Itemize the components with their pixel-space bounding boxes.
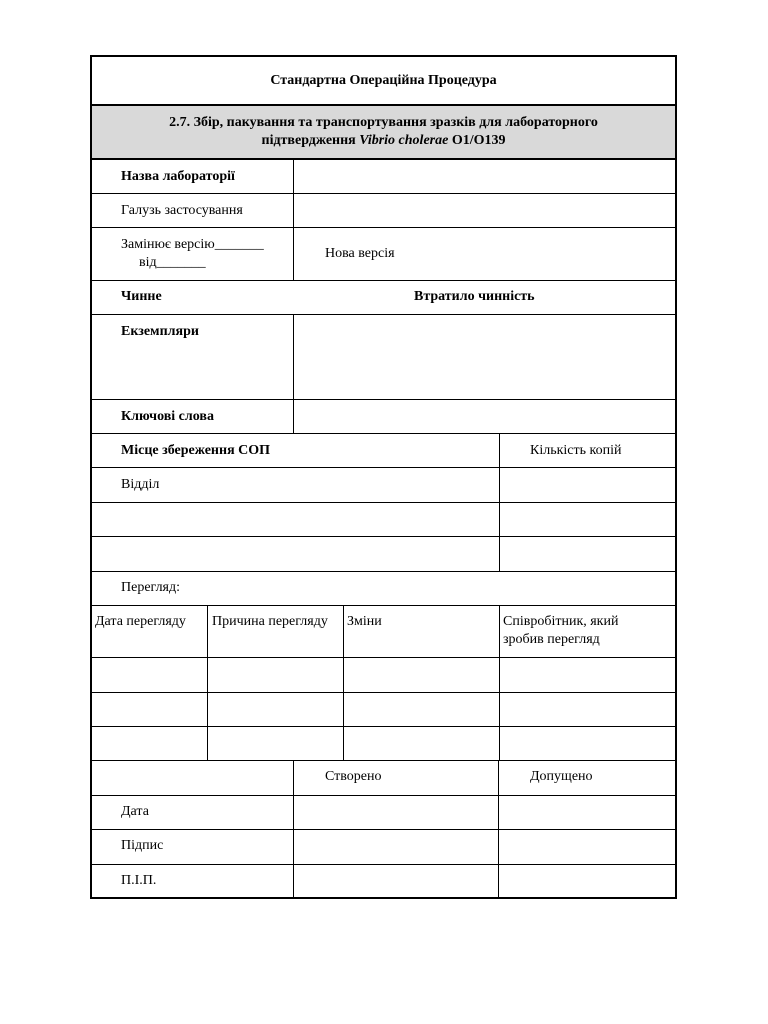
sop-form: [90, 55, 677, 899]
valid-label: Чинне: [121, 289, 162, 304]
divider: [92, 605, 675, 606]
review-changes-header: Зміни: [347, 614, 382, 629]
scope-field[interactable]: [294, 194, 675, 227]
lab-name-label: Назва лабораторії: [121, 169, 235, 184]
review-date-header: Дата перегляду: [95, 614, 186, 629]
lab-name-field[interactable]: [294, 159, 675, 193]
divider: [92, 795, 675, 796]
review-reason-header: Причина перегляду: [212, 614, 328, 629]
created-header: Створено: [325, 769, 382, 784]
organism-name: Vibrio cholerae: [359, 133, 449, 148]
keywords-label: Ключові слова: [121, 409, 214, 424]
review-employee-header-line2: зробив перегляд: [503, 632, 600, 647]
divider: [92, 502, 675, 503]
procedure-title-line1: 2.7. Збір, пакування та транспортування зразків для лабораторного: [169, 115, 598, 130]
procedure-title-suffix: O1/O139: [448, 133, 506, 148]
divider: [499, 605, 500, 760]
divider: [343, 605, 344, 760]
divider: [92, 692, 675, 693]
divider: [293, 760, 294, 899]
divider: [92, 657, 675, 658]
copies-count-label: Кількість копій: [530, 443, 622, 458]
new-version-label: Нова версія: [325, 246, 395, 261]
divider: [498, 760, 499, 899]
review-employee-header: [503, 613, 618, 649]
procedure-title-prefix: підтвердження: [261, 133, 360, 148]
divider: [92, 467, 675, 468]
scope-label: Галузь застосування: [121, 203, 243, 218]
divider: [92, 829, 675, 830]
storage-place-label: Місце збереження СОП: [121, 443, 271, 458]
divider: [92, 280, 675, 281]
signoff-signature-label: Підпис: [121, 838, 164, 853]
signoff-date-label: Дата: [121, 804, 149, 819]
review-label: Перегляд:: [121, 580, 181, 595]
divider: [92, 760, 675, 761]
replaces-version-label: Замінює версію_______: [121, 237, 264, 252]
divider: [92, 227, 675, 228]
approved-header: Допущено: [530, 769, 593, 784]
keywords-field[interactable]: [294, 400, 675, 433]
divider: [92, 104, 675, 106]
department-label: Відділ: [121, 477, 160, 492]
expired-label: Втратило чинність: [414, 289, 535, 304]
divider: [92, 433, 675, 434]
divider: [499, 433, 500, 571]
divider: [92, 726, 675, 727]
procedure-title-line2: [92, 132, 675, 150]
procedure-title: [92, 114, 675, 150]
document-title: Стандартна Операційна Процедура: [270, 73, 497, 88]
review-employee-header-line1: Співробітник, який: [503, 614, 619, 629]
divider: [92, 536, 675, 537]
divider: [92, 571, 675, 572]
divider: [207, 605, 208, 760]
signoff-name-label: П.І.П.: [121, 873, 157, 888]
copies-label: Екземпляри: [121, 324, 199, 339]
from-date-label: від_______: [139, 255, 206, 270]
copies-field[interactable]: [294, 315, 675, 399]
divider: [92, 864, 675, 865]
